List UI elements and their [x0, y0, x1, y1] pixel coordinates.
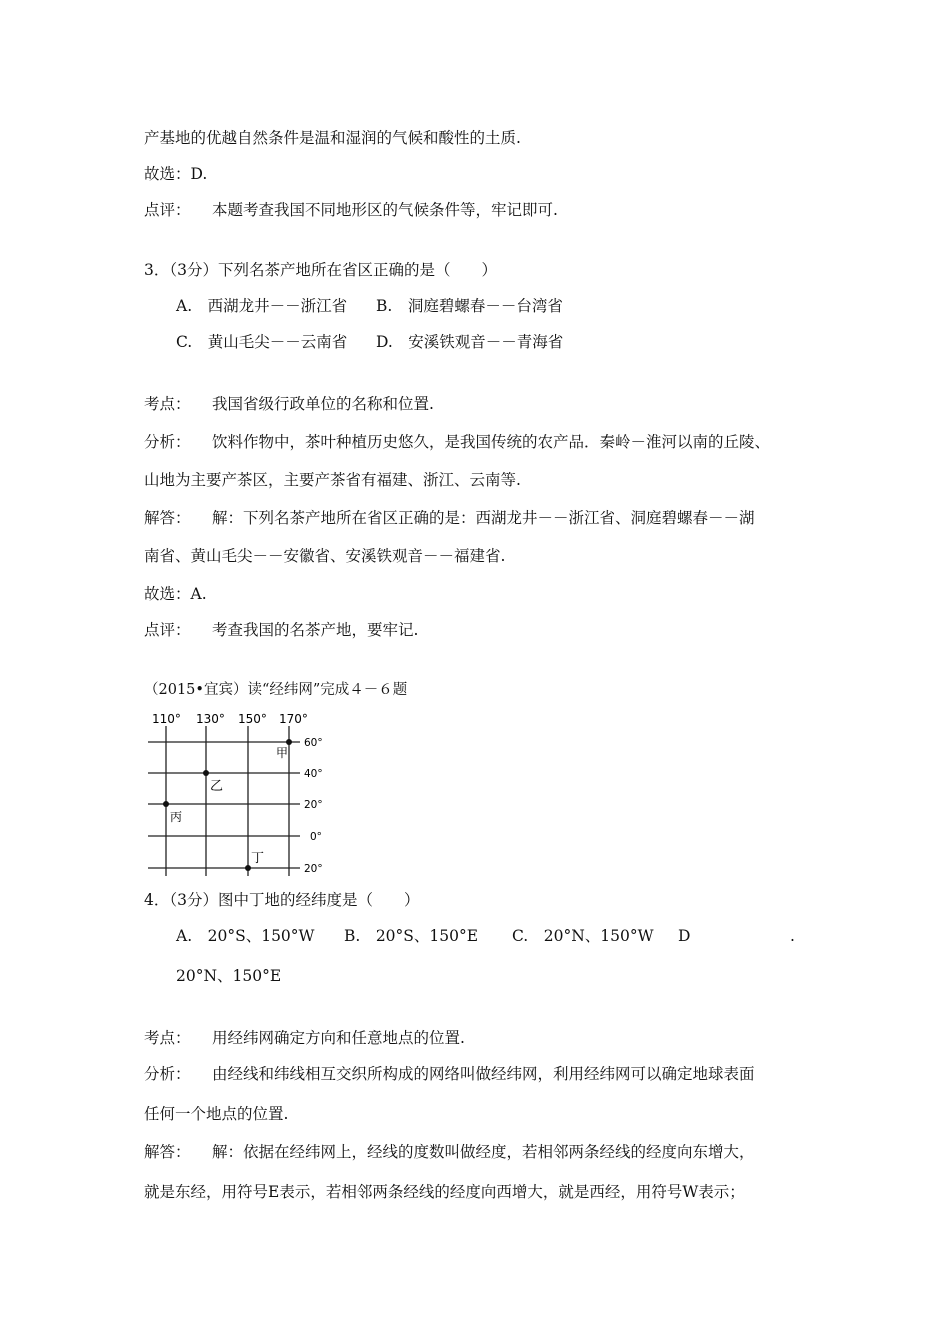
longitude-label: 110°	[152, 712, 181, 726]
q4-solution-label: 解答：	[144, 1143, 191, 1161]
longitude-label: 170°	[279, 712, 308, 726]
longitude-label: 130°	[196, 712, 225, 726]
lat-long-grid	[148, 710, 348, 882]
q4-solution-line1: 解：依据在经纬网上，经线的度数叫做经度，若相邻两条经线的经度向东增大，	[212, 1143, 755, 1161]
q3-solution-label: 解答：	[144, 509, 191, 527]
latitude-label: 40°	[304, 768, 323, 780]
q4-analysis-line1: 由经线和纬线相互交织所构成的网络叫做经纬网，利用经纬网可以确定地球表面	[212, 1065, 755, 1083]
q3-analysis-label: 分析：	[144, 433, 191, 451]
q4-option-d-dot: .	[790, 927, 795, 945]
q4-option-a: A. 20°S、150°W	[176, 927, 315, 945]
latitude-label: 60°	[304, 737, 323, 749]
q3-comment: 考查我国的名茶产地，要牢记.	[212, 621, 419, 639]
q3-option-a: A. 西湖龙井－－浙江省	[176, 297, 348, 315]
q2-comment: 本题考查我国不同地形区的气候条件等，牢记即可.	[212, 201, 558, 219]
q3-analysis-line2: 山地为主要产茶区，主要产茶省有福建、浙江、云南等.	[144, 471, 521, 489]
q4-option-d-label: D	[678, 927, 691, 945]
latitude-label: 20°	[304, 799, 323, 811]
q3-option-c: C. 黄山毛尖－－云南省	[176, 333, 348, 351]
q4-option-d-text: 20°N、150°E	[176, 967, 282, 985]
q4-point-label: 考点：	[144, 1029, 191, 1047]
q4-option-b: B. 20°S、150°E	[344, 927, 479, 945]
q3-option-d: D. 安溪铁观音－－青海省	[376, 333, 564, 351]
q4-solution-line2: 就是东经，用符号E表示，若相邻两条经线的经度向西增大，就是西经，用符号W表示；	[144, 1183, 745, 1201]
q3-solution-line2: 南省、黄山毛尖－－安徽省、安溪铁观音－－福建省.	[144, 547, 506, 565]
point-yi-dot	[203, 770, 209, 776]
q3-stem: 3．（3分）下列名茶产地所在省区正确的是（ ）	[144, 261, 497, 279]
lat-long-grid-figure	[148, 710, 348, 882]
q3-option-b: B. 洞庭碧螺春－－台湾省	[376, 297, 563, 315]
latitude-label: 20°	[304, 863, 323, 875]
q3-comment-label: 点评：	[144, 621, 191, 639]
q2-explanation-line: 产基地的优越自然条件是温和湿润的气候和酸性的土质.	[144, 129, 521, 147]
point-jia-dot	[286, 739, 292, 745]
q3-answer: 故选：A.	[144, 585, 207, 603]
point-bing-dot	[163, 801, 169, 807]
q4-option-c: C. 20°N、150°W	[512, 927, 654, 945]
point-ding-label: 丁	[251, 851, 265, 866]
point-jia-label: 甲	[276, 746, 289, 760]
q4-point: 用经纬网确定方向和任意地点的位置.	[212, 1029, 465, 1047]
group-intro: （2015•宜宾）读“经纬网”完成４－６题	[144, 682, 408, 698]
q4-stem: 4．（3分）图中丁地的经纬度是（ ）	[144, 891, 420, 909]
q2-comment-label: 点评：	[144, 201, 191, 219]
point-bing-label: 丙	[170, 810, 183, 824]
q3-point-label: 考点：	[144, 395, 191, 413]
latitude-label: 0°	[310, 831, 322, 843]
point-yi-label: 乙	[210, 779, 224, 794]
q3-point: 我国省级行政单位的名称和位置.	[212, 395, 434, 413]
longitude-label: 150°	[238, 712, 267, 726]
q3-analysis-line1: 饮料作物中，茶叶种植历史悠久，是我国传统的农产品．秦岭－淮河以南的丘陵、	[212, 433, 771, 451]
q4-analysis-label: 分析：	[144, 1065, 191, 1083]
q4-analysis-line2: 任何一个地点的位置.	[144, 1105, 289, 1123]
q2-answer: 故选：D.	[144, 165, 208, 183]
q3-solution-line1: 解：下列名茶产地所在省区正确的是：西湖龙井－－浙江省、洞庭碧螺春－－湖	[212, 509, 755, 527]
